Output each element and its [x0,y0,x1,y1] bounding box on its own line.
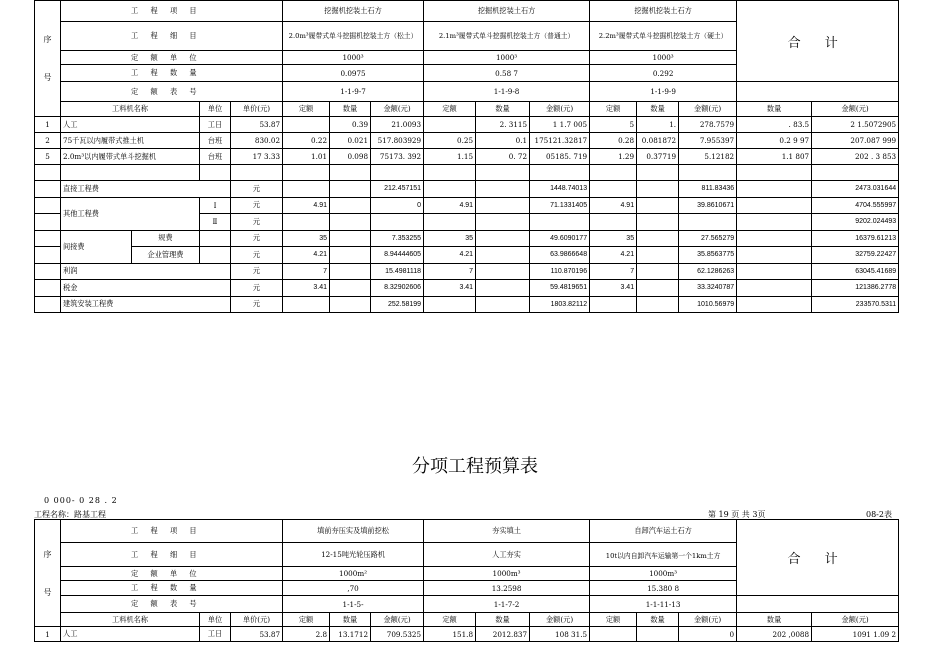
other-cost-row-1 [35,197,899,214]
budget-table-2-wrapper [34,519,898,642]
other-cost-amount-3: 39.8610671 [679,197,737,214]
row-amount-2: 1 1.7 005 [530,117,590,133]
other-cost-quota-3: 4.91 [590,197,637,214]
row-qty-3 [637,627,679,642]
project-detail-label: 工 程 细 目 [61,543,283,567]
row-unit: 台班 [200,133,231,149]
quota-header: 定额 [424,613,476,627]
project-item-3: 挖掘机挖装土石方 [590,1,737,22]
total-header: 合 计 [737,1,899,82]
row-quota-1: 2.8 [283,627,330,642]
install-cost-label: 建筑安装工程费 [61,296,231,313]
other-cost-sub-1: Ⅰ [200,197,231,214]
project-detail-1: 2.0m³履带式单斗挖掘机挖装土方（松土） [283,22,424,51]
quota-unit-1: 1000³ [283,51,424,65]
install-cost-amount-3: 1010.56979 [679,296,737,313]
row-price: 830.02 [231,133,283,149]
amount-header: 金额(元) [530,613,590,627]
profit-unit: 元 [231,263,283,280]
quantity-3: 0.292 [590,65,737,82]
row-amount-3: 5.12182 [679,149,737,165]
tax-amount-1: 8.32902606 [371,280,424,297]
indirect-quota-1a: 35 [283,230,330,247]
profit-label: 利润 [61,263,231,280]
unit-header: 单位 [200,613,231,627]
row-qty-2: 0.1 [476,133,530,149]
quota-table-no-1: 1-1-5- [283,596,424,613]
indirect-amount-1b: 49.6090177 [530,230,590,247]
row-name: 2.0m³以内履带式单斗挖掘机 [61,149,200,165]
material-header: 工料机名称 [61,102,200,117]
price-header: 单价(元) [231,613,283,627]
project-item-3: 自卸汽车运土石方 [590,520,737,543]
row-seq: 5 [35,149,61,165]
indirect-quota-1c: 35 [590,230,637,247]
project-detail-1: 12-15吨光轮压路机 [283,543,424,567]
qty-header: 数量 [330,102,371,117]
row-qty-3: 1. [637,117,679,133]
quota-unit-label: 定 额 单 位 [61,51,283,65]
row-unit: 台班 [200,149,231,165]
row-qty-2: 2. 3115 [476,117,530,133]
material-header: 工料机名称 [61,613,200,627]
row-unit: 工日 [200,627,231,642]
tax-quota-2: 3.41 [424,280,476,297]
indirect-amount-2b: 63.9866648 [530,247,590,264]
indirect-sub-1: 规费 [132,231,199,248]
unit-header: 单位 [200,102,231,117]
row-seq: 1 [35,117,61,133]
quota-header: 定额 [590,102,637,117]
indirect-quota-1b: 35 [424,230,476,247]
direct-cost-total: 2473.031644 [812,181,899,198]
other-cost-total-1: 4704.555997 [812,197,899,214]
row-amount-2: 108 31.5 [530,627,590,642]
seq-header: 序 号 [35,520,61,627]
quota-header: 定额 [424,102,476,117]
amount-header: 金额(元) [530,102,590,117]
row-total-qty: 1.1 807 [737,149,812,165]
indirect-unit-1: 元 [231,230,283,247]
total-amount-header: 金额(元) [812,102,899,117]
code-line: 0 000- 0 28 . 2 [44,496,118,505]
quota-header: 定额 [590,613,637,627]
table-row [35,117,899,133]
row-total-amount: 207.087 999 [812,133,899,149]
indirect-unit-2: 元 [231,247,283,264]
install-cost-amount-1: 252.58199 [371,296,424,313]
tax-amount-2: 59.4819651 [530,280,590,297]
other-cost-quota-2: 4.91 [424,197,476,214]
amount-header: 金额(元) [679,613,737,627]
direct-cost-unit: 元 [231,181,283,198]
quantity-2: 0.58 7 [424,65,590,82]
indirect-total-1: 16379.61213 [812,230,899,247]
tax-total: 121386.2778 [812,280,899,297]
row-quota-3: 5 [590,117,637,133]
indirect-cell [61,230,200,263]
table-row [35,627,899,642]
quota-table-no-2: 1-1-7-2 [424,596,590,613]
row-qty-2: 2012.837 [476,627,530,642]
budget-table-1 [34,0,899,313]
empty-row [35,165,899,181]
row-amount-2: 175121.32817 [530,133,590,149]
other-cost-total-2: 9202.024493 [812,214,899,231]
indirect-amount-1c: 27.565279 [679,230,737,247]
install-cost-total: 233570.5311 [812,296,899,313]
tax-label: 税金 [61,280,231,297]
row-qty-3: 0.37719 [637,149,679,165]
seq-header: 序 号 [35,1,61,117]
project-detail-3: 2.2m³履带式单斗挖掘机挖装土方（硬土） [590,22,737,51]
direct-cost-label: 直接工程费 [61,181,231,198]
budget-table-1-wrapper [34,0,898,313]
row-total-amount: 202 . 3 853 [812,149,899,165]
project-item-1: 填前夯压实及填前挖松 [283,520,424,543]
quota-unit-2: 1000³ [424,51,590,65]
indirect-amount-2a: 8.94444605 [371,247,424,264]
budget-table-2 [34,519,899,642]
tax-quota-3: 3.41 [590,280,637,297]
quantity-label: 工 程 数 量 [61,581,283,596]
quantity-3: 15.380 8 [590,581,737,596]
direct-cost-amount-3: 811.83436 [679,181,737,198]
quota-table-no-3: 1-1-11-13 [590,596,737,613]
row-amount-1: 709.5325 [371,627,424,642]
other-cost-unit-1: 元 [231,197,283,214]
direct-cost-amount-1: 212.457151 [371,181,424,198]
form-number: 08-2表 [866,510,892,519]
total-qty-header: 数量 [737,613,812,627]
install-cost-unit: 元 [231,296,283,313]
row-price: 17 3.33 [231,149,283,165]
profit-amount-2: 110.870196 [530,263,590,280]
row-amount-2: 05185. 719 [530,149,590,165]
project-detail-2: 人工夯实 [424,543,590,567]
indirect-quota-2b: 4.21 [424,247,476,264]
quantity-2: 13.2598 [424,581,590,596]
row-amount-1: 517.803929 [371,133,424,149]
profit-row [35,263,899,280]
indirect-total-2: 32759.22427 [812,247,899,264]
row-quota-1: 0.22 [283,133,330,149]
profit-total: 63045.41689 [812,263,899,280]
row-quota-3: 1.29 [590,149,637,165]
amount-header: 金额(元) [679,102,737,117]
profit-quota-3: 7 [590,263,637,280]
quota-unit-label: 定 额 单 位 [61,567,283,581]
row-unit: 工日 [200,117,231,133]
row-quota-3: 0.28 [590,133,637,149]
row-amount-1: 21.0093 [371,117,424,133]
other-cost-unit-2: 元 [231,214,283,231]
row-price: 53.87 [231,627,283,642]
row-quota-1 [283,117,330,133]
row-amount-3: 278.7579 [679,117,737,133]
row-qty-1: 0.39 [330,117,371,133]
amount-header: 金额(元) [371,102,424,117]
direct-cost-amount-2: 1448.74013 [530,181,590,198]
profit-quota-2: 7 [424,263,476,280]
tax-row [35,280,899,297]
project-detail-label: 工 程 细 目 [61,22,283,51]
row-amount-3: 0 [679,627,737,642]
qty-header: 数量 [330,613,371,627]
row-seq: 2 [35,133,61,149]
quota-unit-3: 1000m³ [590,567,737,581]
row-total-qty: 0.2 9 97 [737,133,812,149]
row-seq: 1 [35,627,61,642]
tax-amount-3: 33.3240787 [679,280,737,297]
row-amount-1: 75173. 392 [371,149,424,165]
row-price: 53.87 [231,117,283,133]
page-number: 第 19 页 共 3页 [708,510,766,519]
other-cost-label: 其他工程费 [61,197,200,230]
indirect-quota-2c: 4.21 [590,247,637,264]
qty-header: 数量 [637,613,679,627]
direct-cost-row [35,181,899,198]
indirect-quota-2a: 4.21 [283,247,330,264]
quota-table-no-label: 定 额 表 号 [61,82,283,102]
indirect-label: 间接费 [63,241,85,251]
other-cost-sub-2: Ⅱ [200,214,231,231]
page-title: 分项工程预算表 [412,456,538,477]
row-qty-1: 0.021 [330,133,371,149]
quota-unit-2: 1000m³ [424,567,590,581]
tax-unit: 元 [231,280,283,297]
row-total-amount: 2 1.5072905 [812,117,899,133]
row-quota-2: 0.25 [424,133,476,149]
row-qty-3: 0.081872 [637,133,679,149]
price-header: 单价(元) [231,102,283,117]
row-name: 75千瓦以内履带式推土机 [61,133,200,149]
project-detail-2: 2.1m³履带式单斗挖掘机挖装土方（普通土） [424,22,590,51]
project-item-label: 工 程 项 目 [61,1,283,22]
install-cost-row [35,296,899,313]
quota-header: 定额 [283,613,330,627]
project-item-label: 工 程 项 目 [61,520,283,543]
row-qty-1: 13.1712 [330,627,371,642]
total-blank [737,596,899,613]
row-quota-3 [590,627,637,642]
row-qty-2: 0. 72 [476,149,530,165]
row-amount-3: 7.955397 [679,133,737,149]
quantity-label: 工 程 数 量 [61,65,283,82]
quota-unit-3: 1000³ [590,51,737,65]
other-cost-amount-1: 0 [371,197,424,214]
quota-unit-1: 1000m² [283,567,424,581]
qty-header: 数量 [476,613,530,627]
project-item-2: 挖掘机挖装土石方 [424,1,590,22]
row-total-qty: 202 ,0088 [737,627,812,642]
row-quota-2 [424,117,476,133]
total-amount-header: 金额(元) [812,613,899,627]
other-cost-amount-2: 71.1331405 [530,197,590,214]
row-quota-1: 1.01 [283,149,330,165]
indirect-amount-2c: 35.8563775 [679,247,737,264]
quota-table-no-1: 1-1-9-7 [283,82,424,102]
project-item-2: 夯实填土 [424,520,590,543]
amount-header: 金额(元) [371,613,424,627]
quota-header: 定额 [283,102,330,117]
quantity-1: 0.0975 [283,65,424,82]
quantity-1: ,70 [283,581,424,596]
quota-table-no-2: 1-1-9-8 [424,82,590,102]
other-cost-quota-1: 4.91 [283,197,330,214]
total-blank [737,82,899,102]
qty-header: 数量 [476,102,530,117]
total-header: 合 计 [737,520,899,596]
project-name: 工程名称：路基工程 [34,510,106,519]
indirect-sub-2: 企业管理费 [147,249,184,259]
indirect-amount-1a: 7.353255 [371,230,424,247]
row-quota-2: 151.8 [424,627,476,642]
profit-amount-1: 15.4981118 [371,263,424,280]
quota-table-no-3: 1-1-9-9 [590,82,737,102]
qty-header: 数量 [637,102,679,117]
install-cost-amount-2: 1803.82112 [530,296,590,313]
row-total-amount: 1091 1.09 2 [812,627,899,642]
profit-amount-3: 62.1286263 [679,263,737,280]
project-item-1: 挖掘机挖装土石方 [283,1,424,22]
profit-quota-1: 7 [283,263,330,280]
tax-quota-1: 3.41 [283,280,330,297]
row-quota-2: 1.15 [424,149,476,165]
table-row [35,149,899,165]
row-total-qty: . 83.5 [737,117,812,133]
row-qty-1: 0.098 [330,149,371,165]
row-name: 人工 [61,627,200,642]
row-name: 人工 [61,117,200,133]
table-row [35,133,899,149]
total-qty-header: 数量 [737,102,812,117]
project-detail-3: 10t以内自卸汽车运输第一个1km土方 [590,543,737,567]
indirect-row-1 [35,230,899,247]
quota-table-no-label: 定 额 表 号 [61,596,283,613]
